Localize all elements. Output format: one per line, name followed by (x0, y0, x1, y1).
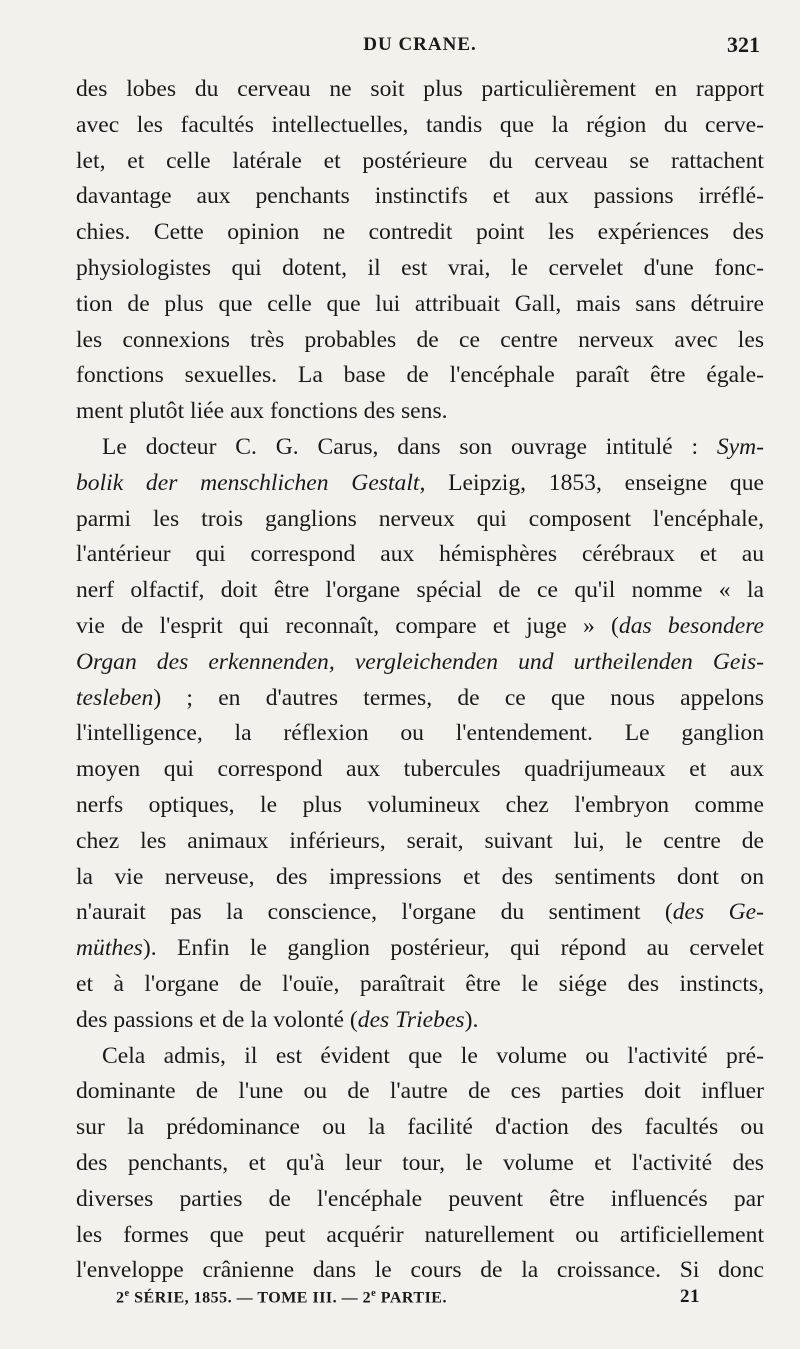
text-run: chez les animaux inférieurs, serait, suivant lui, le centre de (76, 827, 764, 854)
text-line (76, 287, 764, 323)
italic-run: des Triebes (357, 1006, 465, 1033)
text-line (76, 502, 764, 538)
text-run: ). Enfin le ganglion postérieur, qui répond au cervelet (142, 935, 764, 962)
page-footer (116, 1288, 700, 1318)
text-run: les connexions très probables de ce centre nerveux avec les (76, 326, 764, 353)
text-line (76, 72, 764, 108)
text-run: fonctions sexuelles. La base de l'encéphale paraît être égale- (76, 362, 764, 389)
text-run: let, et celle latérale et postérieure du cerveau se rattachent (76, 147, 764, 174)
text-run: ). (464, 1006, 479, 1033)
text-line (76, 1039, 764, 1075)
text-run: n'aurait pas la conscience, l'organe du sentiment ( (76, 899, 673, 926)
text-line (76, 108, 764, 144)
text-run: et à l'organe de l'ouïe, paraîtrait être le siége des instincts, (76, 970, 764, 997)
text-line (76, 1182, 764, 1218)
text-line (76, 1110, 764, 1146)
text-line (76, 251, 764, 287)
text-line (76, 1253, 764, 1289)
running-title: DU CRANE. (363, 34, 477, 55)
text-run: physiologistes qui dotent, il est vrai, le cervelet d'une fonc- (76, 254, 764, 281)
text-line (76, 1146, 764, 1182)
text-line (76, 931, 764, 967)
text-run: des lobes du cerveau ne soit plus particulièrement en rapport (76, 76, 764, 102)
text-run: Le docteur C. G. Carus, dans son ouvrage intitulé : (102, 433, 717, 460)
italic-run: Sym- (716, 433, 764, 460)
italic-run: Organ des erkennenden, vergleichenden und urtheilenden Geis- (76, 648, 764, 675)
text-run: des penchants, et qu'à leur tour, le volume et l'activité des (76, 1149, 764, 1176)
text-line (76, 537, 764, 573)
text-run: Cela admis, il est évident que le volume ou l'activité pré- (102, 1042, 764, 1069)
italic-run: tesleben (76, 684, 154, 711)
footer-series-rest: SÉRIE, 1855. — TOME III. — 2 (129, 1289, 372, 1307)
italic-run: des Ge- (672, 899, 764, 926)
text-line (76, 681, 764, 717)
text-line (76, 716, 764, 752)
text-line (76, 1003, 764, 1039)
text-line (76, 895, 764, 931)
text-run: sur la prédominance ou la facilité d'action des facultés ou (76, 1114, 764, 1141)
text-run: l'intelligence, la réflexion ou l'entendement. Le ganglion (76, 720, 764, 747)
text-line (76, 394, 764, 430)
text-line (76, 323, 764, 359)
text-line (76, 752, 764, 788)
text-run: vie de l'esprit qui reconnaît, compare et juge » ( (76, 612, 619, 639)
text-run: diverses parties de l'encéphale peuvent être influencés par (76, 1185, 764, 1212)
text-line (76, 573, 764, 609)
text-line (76, 466, 764, 502)
text-line (76, 1074, 764, 1110)
footer-series-info (116, 1288, 447, 1307)
text-line (76, 215, 764, 251)
text-run: davantage aux penchants instinctifs et aux passions irréflé- (76, 183, 764, 210)
text-line (76, 144, 764, 180)
page-number: 321 (727, 32, 760, 57)
text-run: tion de plus que celle que lui attribuait Gall, mais sans détruire (76, 290, 764, 317)
italic-run: müthes (76, 935, 143, 962)
text-run: avec les facultés intellectuelles, tandis que la région du cerve- (76, 111, 764, 138)
text-line (76, 179, 764, 215)
text-run: , Leipzig, 1853, enseigne que (419, 469, 764, 496)
text-run: la vie nerveuse, des impressions et des sentiments dont on (76, 863, 764, 890)
text-run: nerf olfactif, doit être l'organe spécial de ce qu'il nomme « la (76, 577, 764, 604)
text-line (76, 358, 764, 394)
text-run: les formes que peut acquérir naturellement ou artificiellement (76, 1221, 764, 1248)
text-run: l'enveloppe crânienne dans le cours de la croissance. Si donc (76, 1257, 764, 1284)
text-run: dominante de l'une ou de l'autre de ces parties doit influer (76, 1078, 764, 1105)
text-run: l'antérieur qui correspond aux hémisphères cérébraux et au (76, 541, 764, 568)
text-line (76, 860, 764, 896)
body-text (76, 72, 764, 1289)
text-run: chies. Cette opinion ne contredit point les expériences des (76, 219, 764, 246)
page-header (76, 34, 764, 62)
signature-mark: 21 (680, 1286, 700, 1307)
text-line (76, 788, 764, 824)
footer-series-num: 2 (116, 1289, 125, 1307)
text-line (76, 967, 764, 1003)
text-run: ) ; en d'autres termes, de ce que nous appelons (153, 684, 764, 711)
footer-part-rest: PARTIE. (376, 1289, 447, 1307)
text-line (76, 430, 764, 466)
text-line (76, 645, 764, 681)
text-run: nerfs optiques, le plus volumineux chez l'embryon comme (76, 791, 764, 818)
italic-run: das besondere (618, 612, 765, 639)
text-run: parmi les trois ganglions nerveux qui composent l'encéphale, (76, 505, 764, 532)
italic-run: bolik der menschlichen Gestalt (76, 469, 420, 496)
text-line (76, 609, 764, 645)
text-run: des passions et de la volonté ( (76, 1006, 358, 1033)
footer-part-sup: e (371, 1288, 377, 1299)
footer-series-sup: e (124, 1288, 130, 1299)
text-run: ment plutôt liée aux fonctions des sens. (76, 398, 448, 425)
text-line (76, 824, 764, 860)
text-run: moyen qui correspond aux tubercules quadrijumeaux et aux (76, 756, 764, 783)
text-line (76, 1218, 764, 1254)
